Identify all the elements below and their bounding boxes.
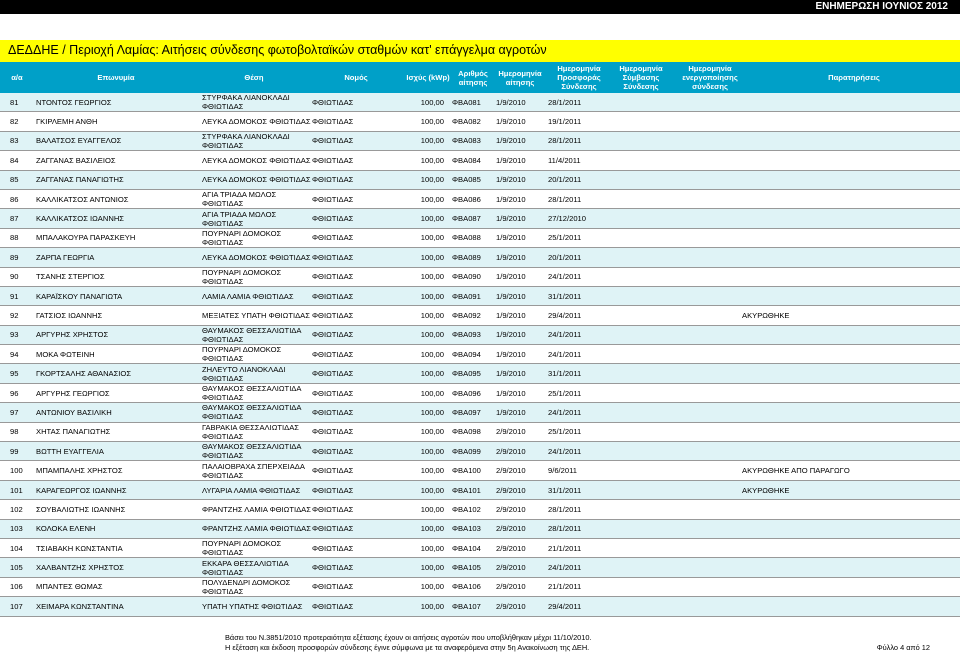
row-aa: 104 [10, 543, 23, 553]
row-app-date: 2/9/2010 [496, 582, 526, 592]
row-name: ΑΡΓΥΡΗΣ ΓΕΩΡΓΙΟΣ [36, 388, 110, 398]
table-row [0, 423, 960, 442]
row-location: ΕΚΚΑΡΑ ΘΕΣΣΑΛΙΩΤΙΔΑ ΦΘΙΩΤΙΔΑΣ [202, 558, 289, 577]
row-app-date: 1/9/2010 [496, 330, 526, 340]
row-notes [742, 558, 952, 576]
row-offer-date: 24/1/2011 [548, 446, 582, 456]
row-aa: 102 [10, 504, 23, 514]
row-nomos: ΦΘΙΩΤΙΔΑΣ [312, 330, 354, 340]
row-nomos: ΦΘΙΩΤΙΔΑΣ [312, 155, 354, 165]
table-row [0, 93, 960, 112]
table-row [0, 403, 960, 422]
row-location: ΘΑΥΜΑΚΟΣ ΘΕΣΣΑΛΙΩΤΙΔΑ ΦΘΙΩΤΙΔΑΣ [202, 403, 302, 422]
row-name: ΓΚΟΡΤΣΑΛΗΣ ΑΘΑΝΑΣΙΟΣ [36, 369, 132, 379]
row-app-number: ΦΒΑ085 [452, 175, 481, 185]
row-power: 100,00 [420, 446, 444, 456]
row-nomos: ΦΘΙΩΤΙΔΑΣ [312, 466, 354, 476]
row-app-date: 2/9/2010 [496, 427, 526, 437]
row-nomos: ΦΘΙΩΤΙΔΑΣ [312, 543, 354, 553]
row-nomos: ΦΘΙΩΤΙΔΑΣ [312, 407, 354, 417]
row-app-number: ΦΒΑ090 [452, 272, 481, 282]
row-name: ΑΝΤΩΝΙΟΥ ΒΑΣΙΛΙΚΗ [36, 407, 112, 417]
header-notes: Παρατηρήσεις [748, 62, 960, 93]
row-offer-date: 28/1/2011 [548, 136, 582, 146]
title-bar [0, 40, 960, 62]
row-power: 100,00 [420, 504, 444, 514]
table-row [0, 461, 960, 480]
row-app-date: 2/9/2010 [496, 601, 526, 611]
table-row [0, 229, 960, 248]
row-nomos: ΦΘΙΩΤΙΔΑΣ [312, 136, 354, 146]
row-offer-date: 28/1/2011 [548, 504, 582, 514]
row-app-date: 1/9/2010 [496, 349, 526, 359]
row-nomos: ΦΘΙΩΤΙΔΑΣ [312, 427, 354, 437]
row-app-number: ΦΒΑ089 [452, 252, 481, 262]
row-name: ΖΑΓΓΑΝΑΣ ΠΑΝΑΓΙΩΤΗΣ [36, 175, 124, 185]
table-row [0, 364, 960, 383]
row-notes: ΑΚΥΡΩΘΗΚΕ ΑΠΟ ΠΑΡΑΓΩΓΟ [742, 466, 850, 476]
row-offer-date: 24/1/2011 [548, 563, 582, 573]
row-notes [742, 132, 952, 150]
row-app-date: 1/9/2010 [496, 97, 526, 107]
table-row [0, 209, 960, 228]
row-offer-date: 31/1/2011 [548, 369, 582, 379]
table-row [0, 268, 960, 287]
row-nomos: ΦΘΙΩΤΙΔΑΣ [312, 272, 354, 282]
row-app-date: 1/9/2010 [496, 214, 526, 224]
row-name: ΜΠΑΛΑΚΟΥΡΑ ΠΑΡΑΣΚΕΥΗ [36, 233, 136, 243]
row-notes [742, 209, 952, 227]
row-offer-date: 20/1/2011 [548, 175, 582, 185]
row-app-number: ΦΒΑ092 [452, 310, 481, 320]
row-power: 100,00 [420, 117, 444, 127]
row-app-number: ΦΒΑ105 [452, 563, 481, 573]
row-offer-date: 21/1/2011 [548, 582, 582, 592]
row-aa: 105 [10, 563, 23, 573]
row-app-number: ΦΒΑ097 [452, 407, 481, 417]
row-location: ΥΠΑΤΗ ΥΠΑΤΗΣ ΦΘΙΩΤΙΔΑΣ [202, 601, 303, 611]
row-power: 100,00 [420, 291, 444, 301]
header-name: Επωνυμία [34, 62, 198, 93]
row-notes [742, 597, 952, 615]
row-offer-date: 31/1/2011 [548, 291, 582, 301]
row-location: ΘΑΥΜΑΚΟΣ ΘΕΣΣΑΛΙΩΤΙΔΑ ΦΘΙΩΤΙΔΑΣ [202, 384, 302, 403]
row-power: 100,00 [420, 272, 444, 282]
row-app-number: ΦΒΑ081 [452, 97, 481, 107]
row-name: ΖΑΡΠΑ ΓΕΩΡΓΙΑ [36, 252, 95, 262]
table-row [0, 326, 960, 345]
table-header [0, 62, 960, 93]
row-power: 100,00 [420, 388, 444, 398]
row-nomos: ΦΘΙΩΤΙΔΑΣ [312, 291, 354, 301]
row-notes [742, 539, 952, 557]
row-nomos: ΦΘΙΩΤΙΔΑΣ [312, 485, 354, 495]
row-app-date: 1/9/2010 [496, 136, 526, 146]
row-notes [742, 345, 952, 363]
row-notes [742, 364, 952, 382]
row-power: 100,00 [420, 485, 444, 495]
row-app-number: ΦΒΑ094 [452, 349, 481, 359]
row-offer-date: 24/1/2011 [548, 330, 582, 340]
row-app-date: 1/9/2010 [496, 291, 526, 301]
row-name: ΧΑΛΒΑΝΤΖΗΣ ΧΡΗΣΤΟΣ [36, 563, 124, 573]
table-row [0, 345, 960, 364]
page-number: Φύλλο 4 από 12 [876, 643, 930, 652]
row-power: 100,00 [420, 155, 444, 165]
row-aa: 99 [10, 446, 19, 456]
row-app-number: ΦΒΑ102 [452, 504, 481, 514]
row-notes [742, 248, 952, 266]
row-aa: 86 [10, 194, 19, 204]
row-nomos: ΦΘΙΩΤΙΔΑΣ [312, 214, 354, 224]
row-nomos: ΦΘΙΩΤΙΔΑΣ [312, 349, 354, 359]
table-row [0, 481, 960, 500]
row-location: ΛΕΥΚΑ ΔΟΜΟΚΟΣ ΦΘΙΩΤΙΔΑΣ [202, 252, 311, 262]
row-notes [742, 578, 952, 596]
table-row [0, 151, 960, 170]
row-power: 100,00 [420, 349, 444, 359]
row-aa: 103 [10, 524, 23, 534]
row-app-number: ΦΒΑ107 [452, 601, 481, 611]
row-nomos: ΦΘΙΩΤΙΔΑΣ [312, 369, 354, 379]
row-app-date: 2/9/2010 [496, 466, 526, 476]
row-app-number: ΦΒΑ082 [452, 117, 481, 127]
row-nomos: ΦΘΙΩΤΙΔΑΣ [312, 117, 354, 127]
row-nomos: ΦΘΙΩΤΙΔΑΣ [312, 563, 354, 573]
row-offer-date: 28/1/2011 [548, 97, 582, 107]
row-location: ΓΑΒΡΑΚΙΑ ΘΕΣΣΑΛΙΩΤΙΔΑΣ ΦΘΙΩΤΙΔΑΣ [202, 422, 299, 441]
row-aa: 100 [10, 466, 23, 476]
row-location: ΠΟΥΡΝΑΡΙ ΔΟΜΟΚΟΣ ΦΘΙΩΤΙΔΑΣ [202, 228, 282, 247]
row-notes [742, 384, 952, 402]
row-power: 100,00 [420, 330, 444, 340]
row-location: ΜΕΞΙΑΤΕΣ ΥΠΑΤΗ ΦΘΙΩΤΙΔΑΣ [202, 310, 310, 320]
row-app-number: ΦΒΑ096 [452, 388, 481, 398]
row-aa: 83 [10, 136, 19, 146]
row-nomos: ΦΘΙΩΤΙΔΑΣ [312, 194, 354, 204]
row-aa: 84 [10, 155, 19, 165]
row-power: 100,00 [420, 97, 444, 107]
row-app-date: 1/9/2010 [496, 272, 526, 282]
row-location: ΠΟΛΥΔΕΝΔΡΙ ΔΟΜΟΚΟΣ ΦΘΙΩΤΙΔΑΣ [202, 577, 291, 596]
row-aa: 107 [10, 601, 23, 611]
row-offer-date: 25/1/2011 [548, 233, 582, 243]
row-aa: 87 [10, 214, 19, 224]
row-location: ΑΓΙΑ ΤΡΙΑΔΑ ΜΩΛΟΣ ΦΘΙΩΤΙΔΑΣ [202, 209, 277, 228]
row-offer-date: 27/12/2010 [548, 214, 587, 224]
table-row [0, 384, 960, 403]
row-offer-date: 24/1/2011 [548, 349, 582, 359]
row-offer-date: 24/1/2011 [548, 407, 582, 417]
row-app-number: ΦΒΑ098 [452, 427, 481, 437]
row-offer-date: 25/1/2011 [548, 427, 582, 437]
row-power: 100,00 [420, 136, 444, 146]
row-aa: 94 [10, 349, 19, 359]
table-row [0, 171, 960, 190]
row-offer-date: 19/1/2011 [548, 117, 582, 127]
top-bar [0, 0, 960, 14]
row-app-number: ΦΒΑ103 [452, 524, 481, 534]
row-aa: 91 [10, 291, 19, 301]
footer-line-1: Βάσει του Ν.3851/2010 προτεραιότητα εξέτασης έχουν οι αιτήσεις αγροτών που υποβλήθηκαν μέχρι 11/10/2010. [225, 633, 592, 642]
row-nomos: ΦΘΙΩΤΙΔΑΣ [312, 175, 354, 185]
row-notes [742, 268, 952, 286]
row-name: ΚΟΛΟΚΑ ΕΛΕΝΗ [36, 524, 96, 534]
row-name: ΜΠΑΝΤΕΣ ΘΩΜΑΣ [36, 582, 103, 592]
row-app-date: 1/9/2010 [496, 388, 526, 398]
row-location: ΠΑΛΑΙΟΒΡΑΧΑ ΣΠΕΡΧΕΙΑΔΑ ΦΘΙΩΤΙΔΑΣ [202, 461, 305, 480]
row-aa: 81 [10, 97, 19, 107]
row-app-number: ΦΒΑ091 [452, 291, 481, 301]
row-name: ΤΣΑΝΗΣ ΣΤΕΡΓΙΟΣ [36, 272, 105, 282]
row-notes [742, 403, 952, 421]
row-offer-date: 29/4/2011 [548, 601, 582, 611]
row-offer-date: 29/4/2011 [548, 310, 582, 320]
row-name: ΚΑΛΛΙΚΑΤΣΟΣ ΙΩΑΝΝΗΣ [36, 214, 124, 224]
row-power: 100,00 [420, 175, 444, 185]
row-nomos: ΦΘΙΩΤΙΔΑΣ [312, 310, 354, 320]
row-notes [742, 190, 952, 208]
row-name: ΓΚΙΡΛΕΜΗ ΑΝΘΗ [36, 117, 98, 127]
row-app-number: ΦΒΑ088 [452, 233, 481, 243]
row-location: ΛΕΥΚΑ ΔΟΜΟΚΟΣ ΦΘΙΩΤΙΔΑΣ [202, 155, 311, 165]
table-row [0, 520, 960, 539]
row-aa: 101 [10, 485, 23, 495]
row-power: 100,00 [420, 310, 444, 320]
row-app-date: 1/9/2010 [496, 233, 526, 243]
table-row [0, 190, 960, 209]
row-notes [742, 93, 952, 111]
row-aa: 93 [10, 330, 19, 340]
row-offer-date: 21/1/2011 [548, 543, 582, 553]
row-app-date: 2/9/2010 [496, 446, 526, 456]
row-aa: 106 [10, 582, 23, 592]
row-location: ΛΥΓΑΡΙΑ ΛΑΜΙΑ ΦΘΙΩΤΙΔΑΣ [202, 485, 301, 495]
row-location: ΑΓΙΑ ΤΡΙΑΔΑ ΜΩΛΟΣ ΦΘΙΩΤΙΔΑΣ [202, 190, 277, 209]
row-aa: 88 [10, 233, 19, 243]
row-aa: 89 [10, 252, 19, 262]
row-location: ΖΗΛΕΥΤΟ ΛΙΑΝΟΚΛΑΔΙ ΦΘΙΩΤΙΔΑΣ [202, 364, 286, 383]
row-aa: 82 [10, 117, 19, 127]
row-notes [742, 112, 952, 130]
row-location: ΦΡΑΝΤΖΗΣ ΛΑΜΙΑ ΦΘΙΩΤΙΔΑΣ [202, 524, 311, 534]
row-notes [742, 442, 952, 460]
row-notes: ΑΚΥΡΩΘΗΚΕ [742, 310, 790, 320]
row-nomos: ΦΘΙΩΤΙΔΑΣ [312, 446, 354, 456]
footer-line-2: Η εξέταση και έκδοση προσφορών σύνδεσης έγινε σύμφωνα με τα αναφερόμενα στην 5η Ανακοίνωση της ΔΕΗ. [225, 642, 590, 652]
row-offer-date: 31/1/2011 [548, 485, 582, 495]
row-app-date: 1/9/2010 [496, 194, 526, 204]
row-app-number: ΦΒΑ099 [452, 446, 481, 456]
table-row [0, 558, 960, 577]
row-name: ΒΩΤΤΗ ΕΥΑΓΓΕΛΙΑ [36, 446, 104, 456]
row-nomos: ΦΘΙΩΤΙΔΑΣ [312, 504, 354, 514]
row-app-date: 1/9/2010 [496, 155, 526, 165]
row-notes [742, 171, 952, 189]
row-app-date: 1/9/2010 [496, 117, 526, 127]
table-row [0, 112, 960, 131]
row-location: ΛΑΜΙΑ ΛΑΜΙΑ ΦΘΙΩΤΙΔΑΣ [202, 291, 294, 301]
row-app-date: 2/9/2010 [496, 524, 526, 534]
row-aa: 90 [10, 272, 19, 282]
row-offer-date: 28/1/2011 [548, 524, 582, 534]
header-app-number: Αριθμός αίτησης [454, 62, 492, 93]
row-location: ΠΟΥΡΝΑΡΙ ΔΟΜΟΚΟΣ ΦΘΙΩΤΙΔΑΣ [202, 539, 282, 558]
row-power: 100,00 [420, 582, 444, 592]
header-contract-date: Ημερομηνία Σύμβασης Σύνδεσης [610, 62, 672, 93]
table-row [0, 287, 960, 306]
row-offer-date: 25/1/2011 [548, 388, 582, 398]
row-power: 100,00 [420, 563, 444, 573]
table-row [0, 500, 960, 519]
row-app-number: ΦΒΑ101 [452, 485, 481, 495]
row-name: ΝΤΟΝΤΟΣ ΓΕΩΡΓΙΟΣ [36, 97, 112, 107]
row-power: 100,00 [420, 214, 444, 224]
row-name: ΜΠΑΜΠΑΛΗΣ ΧΡΗΣΤΟΣ [36, 466, 123, 476]
row-aa: 96 [10, 388, 19, 398]
row-app-number: ΦΒΑ100 [452, 466, 481, 476]
row-power: 100,00 [420, 543, 444, 553]
row-name: ΜΟΚΑ ΦΩΤΕΙΝΗ [36, 349, 95, 359]
row-app-date: 1/9/2010 [496, 252, 526, 262]
row-app-date: 1/9/2010 [496, 407, 526, 417]
header-nomos: Νομός [310, 62, 402, 93]
table-row [0, 597, 960, 616]
page-title: ΔΕΔΔΗΕ / Περιοχή Λαμίας: Αιτήσεις σύνδεσης φωτοβολταϊκών σταθμών κατ' επάγγελμα αγροτών [8, 43, 547, 57]
row-app-number: ΦΒΑ095 [452, 369, 481, 379]
table-row [0, 578, 960, 597]
row-power: 100,00 [420, 369, 444, 379]
row-app-date: 2/9/2010 [496, 543, 526, 553]
row-power: 100,00 [420, 524, 444, 534]
row-notes [742, 520, 952, 538]
row-offer-date: 28/1/2011 [548, 194, 582, 204]
row-location: ΘΑΥΜΑΚΟΣ ΘΕΣΣΑΛΙΩΤΙΔΑ ΦΘΙΩΤΙΔΑΣ [202, 442, 302, 461]
header-aa: α/α [0, 62, 34, 93]
header-activation-date: Ημερομηνία ενεργοποίησης σύνδεσης [672, 62, 748, 93]
row-nomos: ΦΘΙΩΤΙΔΑΣ [312, 233, 354, 243]
row-power: 100,00 [420, 601, 444, 611]
update-notice: ΕΝΗΜΕΡΩΣΗ ΙΟΥΝΙΟΣ 2012 [815, 1, 948, 12]
table-body [0, 93, 960, 617]
row-app-number: ΦΒΑ093 [452, 330, 481, 340]
table-row [0, 132, 960, 151]
row-app-date: 2/9/2010 [496, 563, 526, 573]
row-notes [742, 287, 952, 305]
row-offer-date: 11/4/2011 [548, 155, 581, 165]
row-name: ΚΑΡΑΓΕΩΡΓΟΣ ΙΩΑΝΝΗΣ [36, 485, 127, 495]
row-power: 100,00 [420, 407, 444, 417]
row-offer-date: 20/1/2011 [548, 252, 582, 262]
row-location: ΣΤΥΡΦΑΚΑ ΛΙΑΝΟΚΛΑΔΙ ΦΘΙΩΤΙΔΑΣ [202, 131, 290, 150]
row-offer-date: 9/6/2011 [548, 466, 577, 476]
row-name: ΚΑΡΑΪΣΚΟΥ ΠΑΝΑΓΙΩΤΑ [36, 291, 123, 301]
row-aa: 92 [10, 310, 19, 320]
row-app-number: ΦΒΑ083 [452, 136, 481, 146]
row-power: 100,00 [420, 194, 444, 204]
row-nomos: ΦΘΙΩΤΙΔΑΣ [312, 524, 354, 534]
table-row [0, 442, 960, 461]
row-location: ΛΕΥΚΑ ΔΟΜΟΚΟΣ ΦΘΙΩΤΙΔΑΣ [202, 175, 311, 185]
header-location: Θέση [198, 62, 310, 93]
row-name: ΤΣΙΑΒΑΚΗ ΚΩΝΣΤΑΝΤΙΑ [36, 543, 123, 553]
row-app-number: ΦΒΑ104 [452, 543, 481, 553]
row-location: ΠΟΥΡΝΑΡΙ ΔΟΜΟΚΟΣ ΦΘΙΩΤΙΔΑΣ [202, 345, 282, 364]
row-power: 100,00 [420, 427, 444, 437]
row-app-date: 1/9/2010 [496, 310, 526, 320]
row-nomos: ΦΘΙΩΤΙΔΑΣ [312, 252, 354, 262]
row-power: 100,00 [420, 233, 444, 243]
row-notes [742, 423, 952, 441]
row-notes [742, 326, 952, 344]
row-app-number: ΦΒΑ106 [452, 582, 481, 592]
row-notes: ΑΚΥΡΩΘΗΚΕ [742, 485, 790, 495]
row-notes [742, 229, 952, 247]
row-aa: 85 [10, 175, 19, 185]
row-nomos: ΦΘΙΩΤΙΔΑΣ [312, 601, 354, 611]
row-location: ΣΤΥΡΦΑΚΑ ΛΙΑΝΟΚΛΑΔΙ ΦΘΙΩΤΙΔΑΣ [202, 93, 290, 112]
row-app-date: 1/9/2010 [496, 175, 526, 185]
row-app-number: ΦΒΑ084 [452, 155, 481, 165]
row-app-number: ΦΒΑ087 [452, 214, 481, 224]
row-location: ΠΟΥΡΝΑΡΙ ΔΟΜΟΚΟΣ ΦΘΙΩΤΙΔΑΣ [202, 267, 282, 286]
row-location: ΦΡΑΝΤΖΗΣ ΛΑΜΙΑ ΦΘΙΩΤΙΔΑΣ [202, 504, 311, 514]
table-row [0, 306, 960, 325]
row-notes [742, 151, 952, 169]
row-power: 100,00 [420, 466, 444, 476]
header-app-date: Ημερομηνία αίτησης [492, 62, 548, 93]
header-power: Ισχύς (kWp) [402, 62, 454, 93]
row-name: ΚΑΛΛΙΚΑΤΣΟΣ ΑΝΤΩΝΙΟΣ [36, 194, 129, 204]
row-nomos: ΦΘΙΩΤΙΔΑΣ [312, 388, 354, 398]
row-aa: 98 [10, 427, 19, 437]
row-app-number: ΦΒΑ086 [452, 194, 481, 204]
row-name: ΧΕΙΜΑΡΑ ΚΩΝΣΤΑΝΤΙΝΑ [36, 601, 124, 611]
row-offer-date: 24/1/2011 [548, 272, 582, 282]
row-location: ΘΑΥΜΑΚΟΣ ΘΕΣΣΑΛΙΩΤΙΔΑ ΦΘΙΩΤΙΔΑΣ [202, 325, 302, 344]
row-app-date: 2/9/2010 [496, 485, 526, 495]
row-name: ΑΡΓΥΡΗΣ ΧΡΗΣΤΟΣ [36, 330, 109, 340]
row-aa: 95 [10, 369, 19, 379]
row-app-date: 2/9/2010 [496, 504, 526, 514]
row-name: ΒΑΛΑΤΣΟΣ ΕΥΑΓΓΕΛΟΣ [36, 136, 122, 146]
table-row [0, 248, 960, 267]
row-name: ΧΗΤΑΣ ΠΑΝΑΓΙΩΤΗΣ [36, 427, 111, 437]
header-offer-date: Ημερομηνία Προσφοράς Σύνδεσης [548, 62, 610, 93]
row-location: ΛΕΥΚΑ ΔΟΜΟΚΟΣ ΦΘΙΩΤΙΔΑΣ [202, 117, 311, 127]
row-name: ΖΑΓΓΑΝΑΣ ΒΑΣΙΛΕΙΟΣ [36, 155, 116, 165]
row-name: ΓΑΤΣΙΟΣ ΙΩΑΝΝΗΣ [36, 310, 103, 320]
footer-notes [225, 633, 592, 652]
row-nomos: ΦΘΙΩΤΙΔΑΣ [312, 97, 354, 107]
row-power: 100,00 [420, 252, 444, 262]
table-row [0, 539, 960, 558]
row-nomos: ΦΘΙΩΤΙΔΑΣ [312, 582, 354, 592]
row-name: ΣΟΥΒΑΛΙΩΤΗΣ ΙΩΑΝΝΗΣ [36, 504, 126, 514]
row-aa: 97 [10, 407, 19, 417]
row-notes [742, 500, 952, 518]
row-app-date: 1/9/2010 [496, 369, 526, 379]
